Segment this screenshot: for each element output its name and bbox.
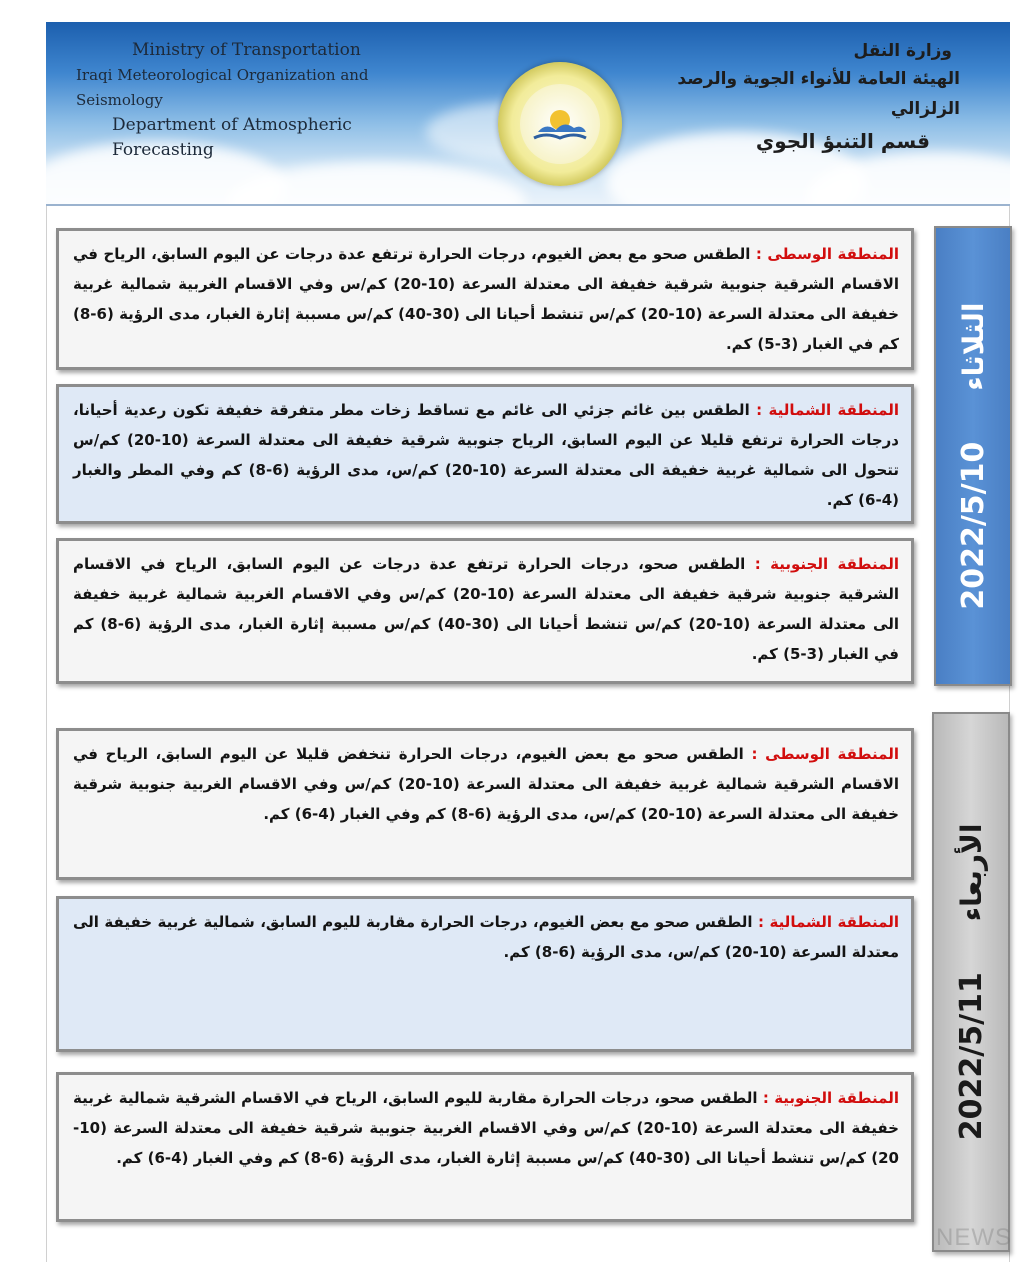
- day-name: الأربعاء: [954, 823, 988, 922]
- logo-emblem-icon: [520, 84, 600, 164]
- region-label: المنطقة الشمالية :: [757, 913, 899, 931]
- forecast-text: الطقس صحو مع بعض الغيوم، درجات الحرارة مقاربة لليوم السابق، شمالية غربية خفيفة الى معتدلة السرعة (10-20) كم/س، مدى الرؤية (6-8) كم.: [73, 913, 899, 961]
- forecast-card-day1-north: [56, 384, 914, 524]
- region-label: المنطقة الوسطى :: [755, 245, 899, 263]
- watermark: NEWS: [936, 1224, 1012, 1251]
- forecast-text: الطقس صحو، درجات الحرارة ترتفع عدة درجات عن اليوم السابق، الرياح في الاقسام الشرقية جنوبية شرقية خفيفة الى معتدلة السرعة (10-20) كم/س وفي الاقسام الغربية شمالية غربية خفيفة الى معتدلة السرعة (10-20) كم/س تنشط أحيانا الى (30-40) كم/س مسببة إثارة الغبار، مدى الرؤية (6-8) كم في الغبار (3-5) كم.: [73, 555, 899, 663]
- department-name-ar: قسم التنبؤ الجوي: [755, 129, 930, 153]
- forecast-card-day1-south: [56, 538, 914, 684]
- forecast-text: الطقس صحو مع بعض الغيوم، درجات الحرارة تنخفض قليلا عن اليوم السابق، الرياح في الاقسام الشرقية شمالية غربية خفيفة الى معتدلة السرعة (10-20) كم/س وفي الاقسام الغربية جنوبية شرقية خفيفة الى معتدلة السرعة (10-20) كم/س، مدى الرؤية (6-8) كم وفي الغبار (4-6) كم.: [73, 745, 900, 823]
- day-name: الثلاثاء: [956, 302, 990, 391]
- region-label: المنطقة الشمالية :: [756, 401, 899, 419]
- forecast-card-day2-north: [56, 896, 914, 1052]
- region-label: المنطقة الجنوبية :: [754, 555, 900, 573]
- region-label: المنطقة الوسطى :: [751, 745, 899, 763]
- organization-logo: [498, 62, 622, 186]
- day-tab-wednesday: [932, 712, 1010, 1252]
- day-tab-tuesday: [934, 226, 1012, 686]
- organization-name-ar: الهيئة العامة للأنواء الجوية والرصد الزلزالي: [677, 69, 960, 119]
- header-english-titles: [76, 38, 406, 163]
- region-label: المنطقة الجنوبية :: [762, 1089, 899, 1107]
- ministry-name-ar: وزارة النقل: [853, 41, 952, 61]
- header-divider: [46, 204, 1010, 206]
- forecast-text: الطقس صحو، درجات الحرارة مقاربة لليوم السابق، الرياح في الاقسام الشرقية شمالية غربية خفيفة الى معتدلة السرعة (10-20) كم/س وفي الاقسام الغربية جنوبية شرقية خفيفة الى معتدلة السرعة (10-20) كم/س تنشط أحيانا الى (30-40) كم/س مسببة إثارة الغبار، مدى الرؤية (6-8) كم وفي الغبار (4-6) كم.: [73, 1089, 899, 1167]
- header-banner: [46, 22, 1010, 204]
- day-date: 2022/5/11: [953, 972, 989, 1141]
- forecast-card-day2-central: [56, 728, 914, 880]
- forecast-card-day1-central: [56, 228, 914, 370]
- forecast-card-day2-south: [56, 1072, 914, 1222]
- ministry-name-en: Ministry of Transportation: [132, 40, 361, 60]
- department-name-en: Department of Atmospheric Forecasting: [112, 115, 352, 160]
- forecast-text: الطقس بين غائم جزئي الى غائم مع تساقط زخات مطر متفرقة خفيفة تكون رعدية أحيانا، درجات الحرارة ترتفع قليلا عن اليوم السابق، الرياح جنوبية شرقية خفيفة الى معتدلة السرعة (10-20) كم/س تتحول الى شمالية غربية خفيفة الى معتدلة السرعة (10-20) كم/س، مدى الرؤية (6-8) كم وفي المطر والغبار (4-6) كم.: [73, 401, 900, 509]
- header-arabic-titles: [660, 38, 960, 158]
- forecast-text: الطقس صحو مع بعض الغيوم، درجات الحرارة ترتفع عدة درجات عن اليوم السابق، الرياح في الاقسام الشرقية جنوبية شرقية خفيفة الى معتدلة السرعة (10-20) كم/س وفي الاقسام الغربية شمالية غربية خفيفة الى معتدلة السرعة (10-20) كم/س تنشط أحيانا الى (30-40) كم/س مسببة إثارة الغبار، مدى الرؤية (6-8) كم في الغبار (3-5) كم.: [73, 245, 899, 353]
- day-date: 2022/5/10: [955, 441, 991, 610]
- organization-name-en: Iraqi Meteorological Organization and Seismology: [76, 66, 369, 109]
